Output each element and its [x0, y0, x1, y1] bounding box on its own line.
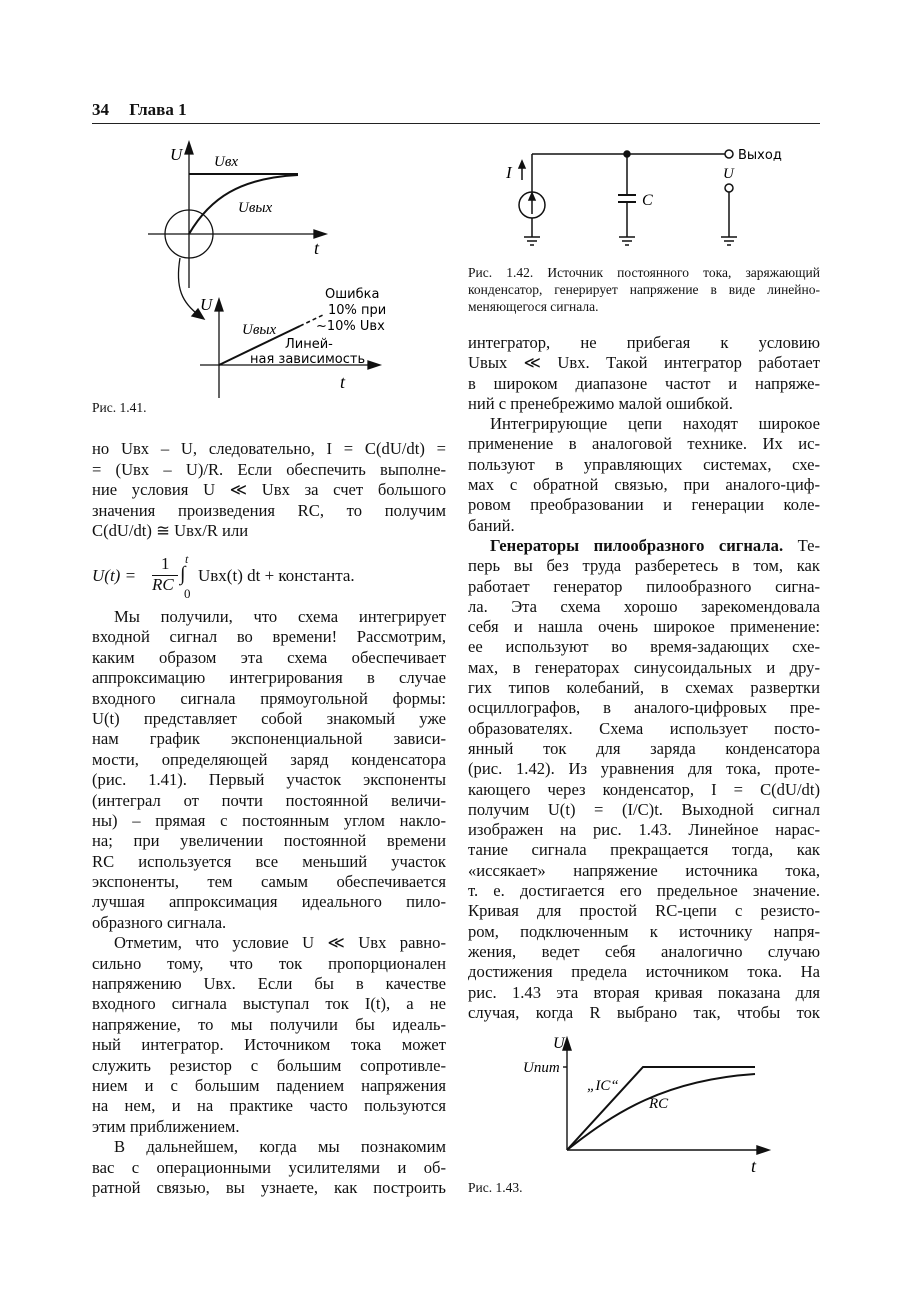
text-line: ее используют во время-задающих схе-: [468, 637, 820, 657]
text-line: ратной связью, вы узнаете, как построить: [92, 1177, 446, 1197]
formula-denominator: RC: [152, 575, 178, 595]
label-linear-1: Линей-: [285, 337, 333, 352]
text-line: ный интегратор. Источником тока может: [92, 1035, 446, 1055]
text-line: = (Uвх – U)/R. Если обеспечить выполне-: [92, 459, 446, 479]
figure-1-41-caption: Рис. 1.41.: [92, 400, 147, 415]
label-voltage: U: [723, 166, 734, 182]
text-line: входной сигнал во времени! Рассмотрим,: [92, 627, 446, 647]
text-line: мах, в генераторах синусоидальных и дру-: [468, 657, 820, 677]
text-line: лучшая аппроксимация идеального пило-: [92, 892, 446, 912]
text-line: баний.: [468, 515, 515, 535]
text-line: случая, когда R выбрано так, чтобы ток: [468, 1002, 820, 1022]
output-terminal: [725, 150, 733, 158]
u-axis-arrow: [185, 142, 193, 154]
text-line: себя и нашла очень широкое применение:: [468, 617, 820, 637]
label-linear-2: ная зависимость: [250, 352, 366, 367]
text-line: ны) – прямая с постоянным углом накло-: [92, 810, 446, 830]
text-line: экспоненты, тем самым обеспечивается: [92, 872, 446, 892]
text-line: RC используется все меньший участок: [92, 851, 446, 871]
text-line: образного сигнала.: [92, 912, 227, 932]
text-line: сильно тому, что ток пропорционален: [92, 953, 446, 973]
page-header: [92, 100, 820, 120]
text-line: Uвых ≪ Uвх. Такой интегратор работает: [468, 353, 820, 373]
label-u-out-2: Uвых: [242, 322, 277, 338]
label-error-3: ~10% Uвх: [316, 319, 385, 334]
figure-1-43: [515, 1032, 785, 1177]
label-ic: „IC“: [587, 1078, 619, 1094]
formula-lhs: U(t) =: [92, 566, 137, 585]
formula-integral-sign: ∫: [180, 563, 186, 585]
label-u-2: U: [200, 295, 213, 314]
label-error-2: 10% при: [328, 303, 387, 318]
label-u-out: Uвых: [238, 200, 273, 216]
text-line: В дальнейшем, когда мы познакомим: [114, 1137, 446, 1157]
text-line: C(dU/dt) ≅ Uвх/R или: [92, 521, 249, 541]
section-heading-line: [468, 536, 820, 556]
text-line: тание сигнала прекращается тогда, как: [468, 840, 820, 860]
text-line: достижения предела источником тока. На: [468, 962, 820, 982]
text-line: «иссякает» напряжение источника тока,: [468, 860, 820, 880]
ground-terminal: [725, 184, 733, 192]
text-line: вас с операционными усилителями и об-: [92, 1157, 446, 1177]
text-line: на нем, и на практике часто пользуются: [92, 1096, 446, 1116]
label-rc: RC: [649, 1096, 669, 1112]
text-line: входного сигнала выступал ток I(t), а не: [92, 994, 446, 1014]
text-line: получим U(t) = (I/C)t. Выходной сигнал: [468, 799, 820, 819]
text-line: изображен на рис. 1.43. Линейное нарас-: [468, 820, 820, 840]
formula-upper-limit: t: [185, 552, 189, 566]
text-line: Отметим, что условие U ≪ Uвх равно-: [114, 933, 446, 953]
header-rule: [92, 123, 820, 124]
page-number: 34: [92, 100, 109, 119]
text-line: каким образом эта схема обеспечивает: [92, 647, 446, 667]
formula-numerator: 1: [161, 554, 170, 573]
figure-1-42-caption: [468, 264, 820, 315]
t-axis-arrow: [314, 230, 326, 238]
integral-formula: [92, 553, 452, 603]
label-t: t: [314, 238, 320, 258]
text-line: т. е. достигается его предельное значение.: [468, 881, 820, 901]
text-line: применение в аналоговой технике. Их ис-: [468, 434, 820, 454]
label-current: I: [506, 163, 512, 182]
chapter-title: Глава 1: [129, 100, 187, 119]
text-line: нием и с большим падением напряжения: [92, 1075, 446, 1095]
text-line: Мы получили, что схема интегрирует: [114, 607, 446, 626]
caption-line: меняющегося сигнала.: [468, 299, 599, 314]
text-line: ром, подключенным к источнику напря-: [468, 921, 820, 941]
text-line: (рис. 1.42). Из уравнения для тока, проте-: [468, 759, 820, 779]
text-line: пользуют в управляющих системах, схе-: [468, 454, 820, 474]
figure-1-43-caption: Рис. 1.43.: [468, 1180, 523, 1195]
figure-1-41: [130, 138, 420, 398]
text-line: интегратор, не прибегая к условию: [468, 333, 820, 352]
text-line: Кривая для простой RC-цепи с резисто-: [468, 901, 820, 921]
text-line: ний с пренебрежимо малой ошибкой.: [468, 393, 733, 413]
text-line: рис. 1.43 эта вторая кривая показана для: [468, 982, 820, 1002]
text-line: на; при увеличении постоянной времени: [92, 831, 446, 851]
label-capacitor: C: [642, 192, 653, 209]
caption-line: Рис. 1.42. Источник постоянного тока, заряжающий: [468, 265, 820, 280]
text-line: работает генератор пилообразного сигна-: [468, 576, 820, 596]
text-line: в широком диапазоне частот и напряже-: [468, 373, 820, 393]
text-line: янный ток для заряда конденсатора: [468, 738, 820, 758]
text-line: Интегрирующие цепи находят широкое: [490, 414, 820, 434]
label-t: t: [751, 1156, 757, 1176]
text-fragment: Те-: [797, 535, 820, 555]
left-paragraphs: [92, 607, 446, 1198]
text-line: U(t) представляет собой знакомый уже: [92, 708, 446, 728]
text-line: значения произведения RC, то получим: [92, 500, 446, 520]
label-t-2: t: [340, 372, 346, 392]
left-paragraph-1: [92, 439, 446, 542]
text-line: аппроксимацию интегрирования в случае: [92, 668, 446, 688]
text-line: ровом преобразовании и генерации коле-: [468, 495, 820, 515]
figure-1-42: [500, 140, 820, 255]
text-line: ла. Эта схема хорошо зарекомендовала: [468, 596, 820, 616]
text-line: (рис. 1.41). Первый участок экспоненты: [92, 770, 446, 790]
label-u-in: Uвх: [214, 154, 239, 170]
label-u: U: [170, 145, 183, 164]
formula-lower-limit: 0: [184, 586, 191, 601]
text-line: служить резистор с большим сопротивле-: [92, 1055, 446, 1075]
text-line: мах с обратной связью, при аналого-циф-: [468, 475, 820, 495]
text-line: входного сигнала прямоугольной формы:: [92, 688, 446, 708]
text-line: перь вы без труда разберетесь в том, как: [468, 556, 820, 576]
caption-line: конденсатор, генерирует напряжение в виде линейно-: [468, 282, 820, 297]
text-line: напряжению Uвх. Если бы в качестве: [92, 974, 446, 994]
text-line: гих типов колебаний, в схемах развертки: [468, 678, 820, 698]
label-error-1: Ошибка: [325, 287, 380, 302]
formula-rhs: Uвх(t) dt + константа.: [198, 566, 355, 585]
text-line: но Uвх – U, следовательно, I = C(dU/dt) =: [92, 439, 446, 458]
text-line: этим приближением.: [92, 1116, 240, 1136]
text-line: жения, ведет себя аналогично случаю: [468, 941, 820, 961]
text-line: (интеграл от почти постоянной величи-: [92, 790, 446, 810]
label-u: U: [553, 1035, 565, 1052]
text-line: напряжение, то мы получили бы идеаль-: [92, 1014, 446, 1034]
section-heading: Генераторы пилообразного сигнала.: [490, 535, 784, 555]
text-line: осциллографов, в аналого-цифровых пре-: [468, 698, 820, 718]
right-paragraphs: [468, 333, 820, 1023]
text-line: кающего через конденсатор, I = C(dU/dt): [468, 779, 820, 799]
text-line: нам график экспоненциальной зависи-: [92, 729, 446, 749]
label-output: Выход: [738, 148, 782, 163]
label-u-supply: Uпит: [523, 1060, 560, 1076]
text-line: мости, определяющей заряд конденсатора: [92, 749, 446, 769]
text-line: ние условия U ≪ Uвх за счет большого: [92, 480, 446, 500]
text-line: образователях. Схема использует посто-: [468, 718, 820, 738]
